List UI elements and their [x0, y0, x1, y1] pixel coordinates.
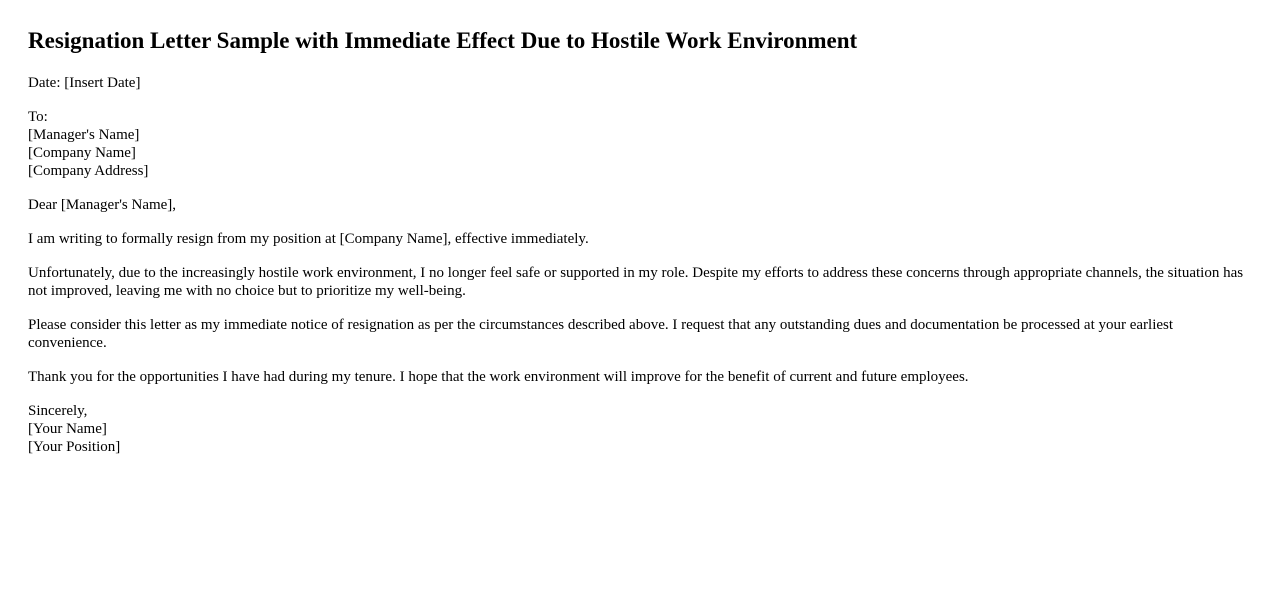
salutation: Dear [Manager's Name],	[28, 197, 177, 213]
closing-your-name: [Your Name]	[28, 421, 107, 437]
page-title: Resignation Letter Sample with Immediate Effect Due to Hostile Work Environment	[28, 28, 858, 53]
body-paragraph-3: Please consider this letter as my immediate notice of resignation as per the circumstances described above. I request that any outstanding dues and documentation be processed at your earliest convenience.	[28, 317, 1174, 351]
recipient-to-label: To:	[28, 109, 48, 125]
body-paragraph-4: Thank you for the opportunities I have had during my tenure. I hope that the work environment will improve for the benefit of current and future employees.	[28, 369, 969, 385]
closing-sign-off: Sincerely,	[28, 403, 88, 419]
date-line: Date: [Insert Date]	[28, 75, 141, 91]
body-paragraph-2: Unfortunately, due to the increasingly hostile work environment, I no longer feel safe or supported in my role. Despite my efforts to address these concerns through appropriate channels, the situation has not improved, leaving me with no choice but to prioritize my well-being.	[28, 265, 1244, 299]
recipient-manager-name: [Manager's Name]	[28, 127, 140, 143]
recipient-company-address: [Company Address]	[28, 163, 149, 179]
closing-your-position: [Your Position]	[28, 439, 121, 455]
recipient-block	[28, 108, 1250, 180]
closing-block	[28, 402, 1250, 456]
recipient-company-name: [Company Name]	[28, 145, 136, 161]
body-paragraph-1: I am writing to formally resign from my position at [Company Name], effective immediately.	[28, 231, 589, 247]
